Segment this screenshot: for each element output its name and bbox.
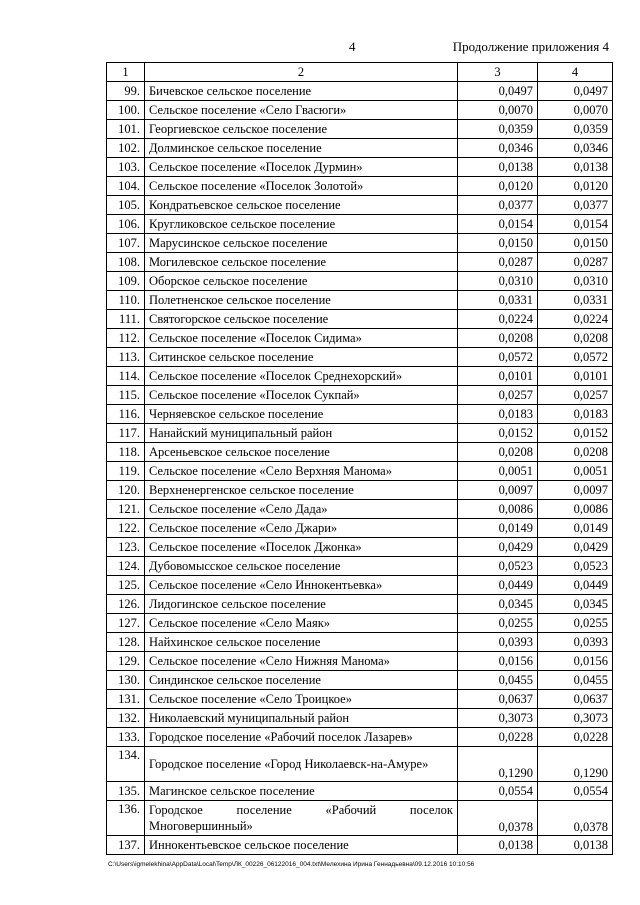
table-row — [107, 120, 613, 139]
value-col4: 0,0449 — [538, 576, 613, 595]
municipality-name: Городское поселение «Город Николаевск-на-Амуре» — [145, 747, 458, 782]
value-col3: 0,0393 — [458, 633, 538, 652]
row-number: 132. — [107, 709, 145, 728]
appendix-caption: Продолжение приложения 4 — [452, 39, 609, 54]
value-col4: 0,0183 — [538, 405, 613, 424]
table-row — [107, 576, 613, 595]
value-col4: 0,0310 — [538, 272, 613, 291]
row-number: 136. — [107, 801, 145, 836]
row-number: 129. — [107, 652, 145, 671]
table-row — [107, 728, 613, 747]
value-col4: 0,0070 — [538, 101, 613, 120]
municipality-name: Сельское поселение «Село Дада» — [145, 500, 458, 519]
value-col4: 0,0101 — [538, 367, 613, 386]
municipality-name: Николаевский муниципальный район — [145, 709, 458, 728]
row-number: 127. — [107, 614, 145, 633]
value-col4: 0,0150 — [538, 234, 613, 253]
table-header-row — [107, 63, 613, 82]
table-row — [107, 671, 613, 690]
municipality-name: Нанайский муниципальный район — [145, 424, 458, 443]
value-col3: 0,0497 — [458, 82, 538, 101]
municipality-name: Полетненское сельское поселение — [145, 291, 458, 310]
municipality-name: Верхненергенское сельское поселение — [145, 481, 458, 500]
value-col4: 0,0138 — [538, 158, 613, 177]
table-row — [107, 234, 613, 253]
municipality-name: Кругликовское сельское поселение — [145, 215, 458, 234]
value-col3: 0,0310 — [458, 272, 538, 291]
table-row — [107, 329, 613, 348]
value-col3: 0,0120 — [458, 177, 538, 196]
municipality-name: Могилевское сельское поселение — [145, 253, 458, 272]
municipality-name: Сельское поселение «Село Маяк» — [145, 614, 458, 633]
table-row — [107, 424, 613, 443]
value-col4: 0,3073 — [538, 709, 613, 728]
municipality-name: Сельское поселение «Поселок Дурмин» — [145, 158, 458, 177]
row-number: 105. — [107, 196, 145, 215]
table-row — [107, 782, 613, 801]
row-number: 124. — [107, 557, 145, 576]
municipality-name: Сельское поселение «Поселок Среднехорский» — [145, 367, 458, 386]
value-col3: 0,0150 — [458, 234, 538, 253]
table-row — [107, 367, 613, 386]
row-number: 133. — [107, 728, 145, 747]
row-number: 106. — [107, 215, 145, 234]
row-number: 119. — [107, 462, 145, 481]
value-col3: 0,0257 — [458, 386, 538, 405]
row-number: 113. — [107, 348, 145, 367]
file-path-footer: C:\Users\igmelekhina\AppData\Local\Temp\ЛК_00226_06122016_004.txt\Мелехина Ирина Геннадьевна\09.12.2016 10:10:56 — [108, 861, 475, 868]
column-header: 2 — [145, 63, 458, 82]
value-col3: 0,0097 — [458, 481, 538, 500]
municipality-name: Сельское поселение «Село Троицкое» — [145, 690, 458, 709]
table-row — [107, 196, 613, 215]
value-col3: 0,0345 — [458, 595, 538, 614]
row-number: 118. — [107, 443, 145, 462]
value-col4: 0,0359 — [538, 120, 613, 139]
municipality-name: Сельское поселение «Село Иннокентьевка» — [145, 576, 458, 595]
row-number: 107. — [107, 234, 145, 253]
municipality-name: Лидогинское сельское поселение — [145, 595, 458, 614]
value-col3: 0,0377 — [458, 196, 538, 215]
municipality-name: Сельское поселение «Поселок Сукпай» — [145, 386, 458, 405]
value-col4: 0,0154 — [538, 215, 613, 234]
column-header: 1 — [107, 63, 145, 82]
value-col3: 0,0208 — [458, 443, 538, 462]
municipality-name: Сельское поселение «Село Джари» — [145, 519, 458, 538]
municipality-name: Городское поселение «Рабочий поселок Многовершинный» — [145, 801, 458, 836]
value-col3: 0,0523 — [458, 557, 538, 576]
value-col4: 0,0208 — [538, 329, 613, 348]
municipality-name: Дубовомысское сельское поселение — [145, 557, 458, 576]
row-number: 101. — [107, 120, 145, 139]
municipality-name: Долминское сельское поселение — [145, 139, 458, 158]
value-col4: 0,0051 — [538, 462, 613, 481]
value-col3: 0,0051 — [458, 462, 538, 481]
row-number: 126. — [107, 595, 145, 614]
table-row — [107, 386, 613, 405]
value-col3: 0,1290 — [458, 747, 538, 782]
table-row — [107, 158, 613, 177]
municipality-name: Оборское сельское поселение — [145, 272, 458, 291]
value-col3: 0,0228 — [458, 728, 538, 747]
value-col3: 0,0152 — [458, 424, 538, 443]
table-row — [107, 500, 613, 519]
table-row — [107, 633, 613, 652]
value-col3: 0,3073 — [458, 709, 538, 728]
row-number: 137. — [107, 836, 145, 855]
value-col4: 0,0086 — [538, 500, 613, 519]
table-row — [107, 836, 613, 855]
row-number: 111. — [107, 310, 145, 329]
table-row — [107, 614, 613, 633]
row-number: 121. — [107, 500, 145, 519]
value-col3: 0,0149 — [458, 519, 538, 538]
table-row — [107, 443, 613, 462]
municipality-name: Сельское поселение «Поселок Сидима» — [145, 329, 458, 348]
value-col4: 0,0152 — [538, 424, 613, 443]
value-col3: 0,0637 — [458, 690, 538, 709]
value-col3: 0,0208 — [458, 329, 538, 348]
value-col4: 0,0224 — [538, 310, 613, 329]
table-row — [107, 801, 613, 836]
municipality-name: Кондратьевское сельское поселение — [145, 196, 458, 215]
table-row — [107, 652, 613, 671]
value-col3: 0,0378 — [458, 801, 538, 836]
value-col3: 0,0455 — [458, 671, 538, 690]
table-row — [107, 690, 613, 709]
row-number: 104. — [107, 177, 145, 196]
row-number: 135. — [107, 782, 145, 801]
value-col3: 0,0429 — [458, 538, 538, 557]
value-col4: 0,0523 — [538, 557, 613, 576]
table-row — [107, 177, 613, 196]
allocation-table — [106, 62, 613, 855]
table-row — [107, 253, 613, 272]
table-row — [107, 272, 613, 291]
row-number: 110. — [107, 291, 145, 310]
table-row — [107, 519, 613, 538]
table-row — [107, 747, 613, 782]
row-number: 116. — [107, 405, 145, 424]
column-header: 3 — [458, 63, 538, 82]
value-col3: 0,0255 — [458, 614, 538, 633]
value-col3: 0,0224 — [458, 310, 538, 329]
page-number: 4 — [349, 39, 356, 54]
row-number: 99. — [107, 82, 145, 101]
table-row — [107, 405, 613, 424]
table-row — [107, 557, 613, 576]
value-col3: 0,0138 — [458, 158, 538, 177]
row-number: 125. — [107, 576, 145, 595]
row-number: 130. — [107, 671, 145, 690]
table-row — [107, 481, 613, 500]
table-row — [107, 82, 613, 101]
column-header: 4 — [538, 63, 613, 82]
value-col3: 0,0554 — [458, 782, 538, 801]
municipality-name: Сельское поселение «Поселок Золотой» — [145, 177, 458, 196]
value-col4: 0,0572 — [538, 348, 613, 367]
value-col4: 0,0138 — [538, 836, 613, 855]
table-row — [107, 538, 613, 557]
value-col3: 0,0154 — [458, 215, 538, 234]
municipality-name: Арсеньевское сельское поселение — [145, 443, 458, 462]
value-col4: 0,0378 — [538, 801, 613, 836]
value-col3: 0,0070 — [458, 101, 538, 120]
value-col4: 0,0120 — [538, 177, 613, 196]
table-row — [107, 291, 613, 310]
row-number: 109. — [107, 272, 145, 291]
table-row — [107, 595, 613, 614]
value-col4: 0,0429 — [538, 538, 613, 557]
municipality-name: Черняевское сельское поселение — [145, 405, 458, 424]
municipality-name: Найхинское сельское поселение — [145, 633, 458, 652]
value-col3: 0,0183 — [458, 405, 538, 424]
value-col4: 0,0346 — [538, 139, 613, 158]
row-number: 115. — [107, 386, 145, 405]
table-row — [107, 709, 613, 728]
row-number: 117. — [107, 424, 145, 443]
row-number: 134. — [107, 747, 145, 782]
row-number: 114. — [107, 367, 145, 386]
municipality-name: Иннокентьевское сельское поселение — [145, 836, 458, 855]
municipality-name: Магинское сельское поселение — [145, 782, 458, 801]
row-number: 103. — [107, 158, 145, 177]
municipality-name: Марусинское сельское поселение — [145, 234, 458, 253]
row-number: 131. — [107, 690, 145, 709]
table-row — [107, 215, 613, 234]
value-col4: 0,0345 — [538, 595, 613, 614]
municipality-name: Сельское поселение «Село Нижняя Манома» — [145, 652, 458, 671]
value-col4: 0,0257 — [538, 386, 613, 405]
row-number: 100. — [107, 101, 145, 120]
municipality-name: Сельское поселение «Поселок Джонка» — [145, 538, 458, 557]
row-number: 120. — [107, 481, 145, 500]
table-row — [107, 101, 613, 120]
value-col3: 0,0138 — [458, 836, 538, 855]
value-col3: 0,0101 — [458, 367, 538, 386]
value-col3: 0,0346 — [458, 139, 538, 158]
value-col3: 0,0156 — [458, 652, 538, 671]
value-col4: 0,0149 — [538, 519, 613, 538]
row-number: 102. — [107, 139, 145, 158]
value-col3: 0,0449 — [458, 576, 538, 595]
value-col4: 0,1290 — [538, 747, 613, 782]
value-col4: 0,0208 — [538, 443, 613, 462]
municipality-name: Синдинское сельское поселение — [145, 671, 458, 690]
value-col4: 0,0255 — [538, 614, 613, 633]
table-row — [107, 139, 613, 158]
municipality-name: Бичевское сельское поселение — [145, 82, 458, 101]
row-number: 128. — [107, 633, 145, 652]
value-col4: 0,0097 — [538, 481, 613, 500]
row-number: 112. — [107, 329, 145, 348]
value-col3: 0,0086 — [458, 500, 538, 519]
municipality-name: Ситинское сельское поселение — [145, 348, 458, 367]
municipality-name: Георгиевское сельское поселение — [145, 120, 458, 139]
value-col4: 0,0331 — [538, 291, 613, 310]
value-col3: 0,0572 — [458, 348, 538, 367]
value-col4: 0,0455 — [538, 671, 613, 690]
municipality-name: Городское поселение «Рабочий поселок Лазарев» — [145, 728, 458, 747]
value-col4: 0,0393 — [538, 633, 613, 652]
row-number: 122. — [107, 519, 145, 538]
municipality-name: Сельское поселение «Село Гвасюги» — [145, 101, 458, 120]
value-col4: 0,0287 — [538, 253, 613, 272]
value-col4: 0,0228 — [538, 728, 613, 747]
value-col4: 0,0554 — [538, 782, 613, 801]
value-col3: 0,0359 — [458, 120, 538, 139]
value-col4: 0,0497 — [538, 82, 613, 101]
value-col4: 0,0156 — [538, 652, 613, 671]
value-col4: 0,0637 — [538, 690, 613, 709]
table-row — [107, 310, 613, 329]
value-col3: 0,0287 — [458, 253, 538, 272]
municipality-name: Святогорское сельское поселение — [145, 310, 458, 329]
value-col3: 0,0331 — [458, 291, 538, 310]
table-row — [107, 462, 613, 481]
row-number: 123. — [107, 538, 145, 557]
row-number: 108. — [107, 253, 145, 272]
municipality-name: Сельское поселение «Село Верхняя Манома» — [145, 462, 458, 481]
table-row — [107, 348, 613, 367]
value-col4: 0,0377 — [538, 196, 613, 215]
